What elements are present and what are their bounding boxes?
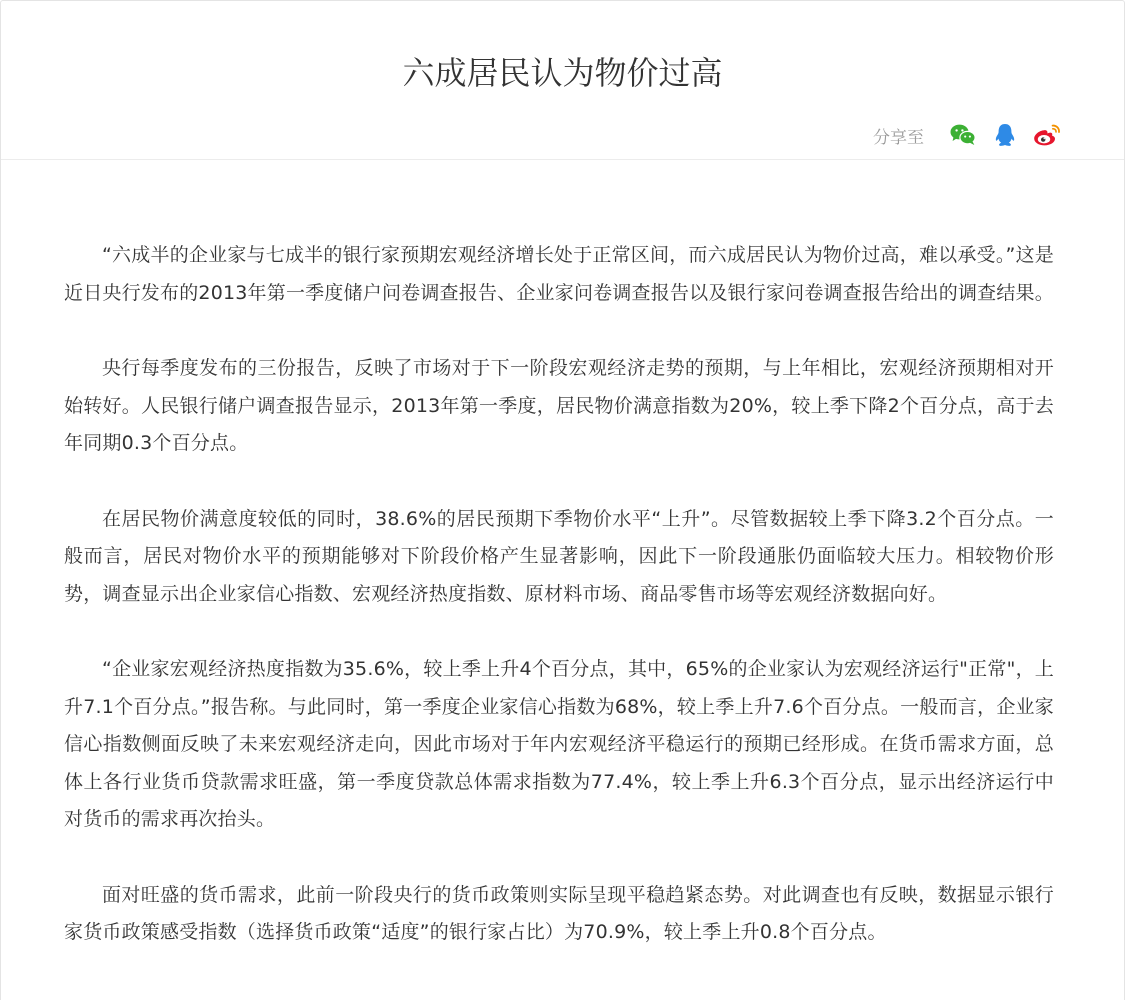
article-body: [64, 237, 1054, 990]
article-paragraph: “六成半的企业家与七成半的银行家预期宏观经济增长处于正常区间，而六成居民认为物价过高，难以承受。”这是近日央行发布的2013年第一季度储户问卷调查报告、企业家问卷调查报告以及银行家问卷调查报告给出的调查结果。: [64, 244, 1054, 304]
article-title: 六成居民认为物价过高: [402, 54, 723, 92]
article-paragraph: 面对旺盛的货币需求，此前一阶段央行的货币政策则实际呈现平稳趋紧态势。对此调查也有反映，数据显示银行家货币政策感受指数（选择货币政策“适度”的银行家占比）为70.9%，较上季上升0.8个百分点。: [64, 883, 1054, 943]
share-label: 分享至: [873, 127, 924, 148]
article-paragraph: 央行每季度发布的三份报告，反映了市场对于下一阶段宏观经济走势的预期，与上年相比，宏观经济预期相对开始转好。人民银行储户调查报告显示，2013年第一季度，居民物价满意指数为20%，较上季下降2个百分点，高于去年同期0.3个百分点。: [64, 357, 1054, 454]
wechat-icon: [950, 124, 976, 146]
article-paragraph: 在居民物价满意度较低的同时，38.6%的居民预期下季物价水平“上升”。尽管数据较上季下降3.2个百分点。一般而言，居民对物价水平的预期能够对下阶段价格产生显著影响，因此下一阶段通胀仍面临较大压力。相较物价形势，调查显示出企业家信心指数、宏观经济热度指数、原材料市场、商品零售市场等宏观经济数据向好。: [64, 507, 1054, 605]
share-wechat-button[interactable]: [948, 121, 978, 149]
share-bar: [873, 121, 1062, 149]
share-weibo-button[interactable]: [1032, 121, 1062, 149]
qq-icon: [994, 123, 1016, 147]
share-qq-button[interactable]: [990, 121, 1020, 149]
article-paragraph: “企业家宏观经济热度指数为35.6%，较上季上升4个百分点，其中，65%的企业家认为宏观经济运行"正常"，上升7.1个百分点。”报告称。与此同时，第一季度企业家信心指数为68%，较上季上升7.6个百分点。一般而言，企业家信心指数侧面反映了未来宏观经济走向，因此市场对于年内宏观经济平稳运行的预期已经形成。在货币需求方面，总体上各行业货币贷款需求旺盛，第一季度贷款总体需求指数为77.4%，较上季上升6.3个百分点，显示出经济运行中对货币的需求再次抬头。: [64, 658, 1054, 830]
weibo-icon: [1033, 123, 1061, 147]
article-header: [1, 1, 1124, 160]
